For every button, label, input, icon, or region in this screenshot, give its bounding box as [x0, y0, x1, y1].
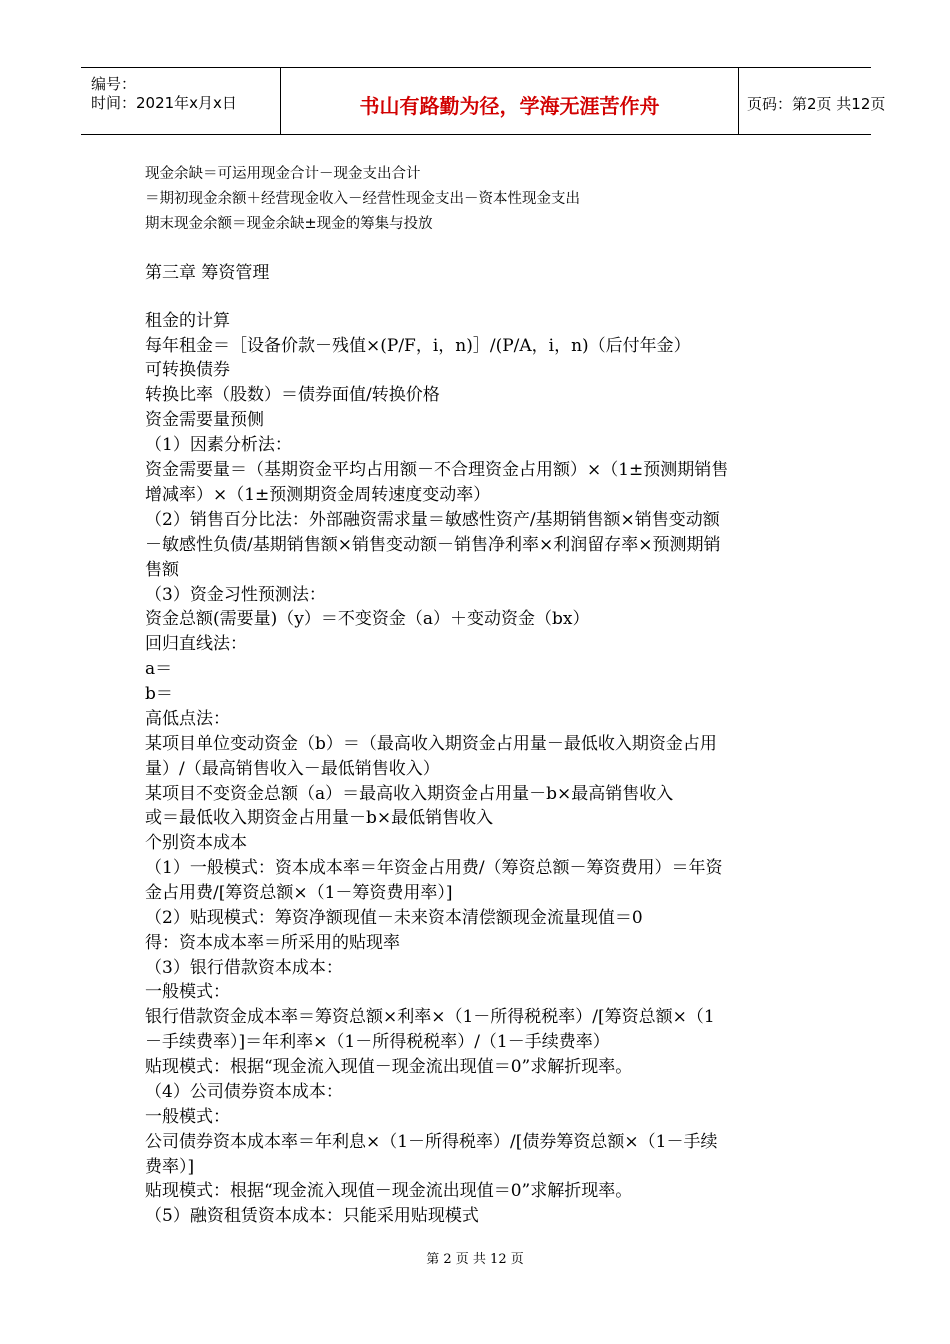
text-line: ＝期初现金余额＋经营现金收入－经营性现金支出－资本性现金支出 — [145, 191, 580, 207]
text-line: 公司债券资本成本率＝年利息×（1－所得税率）/[债券筹资总额×（1－手续 — [145, 1132, 718, 1152]
text-line: 贴现模式：根据“现金流入现值－现金流出现值＝0”求解折现率。 — [145, 1181, 633, 1201]
text-line: 期末现金余额＝现金余缺±现金的筹集与投放 — [145, 216, 433, 232]
text-line: （3）银行借款资本成本： — [145, 958, 343, 978]
section-heading: 租金的计算 — [145, 311, 230, 331]
text-line: 或＝最低收入期资金占用量－b×最低销售收入 — [145, 808, 494, 828]
text-line: 得：资本成本率＝所采用的贴现率 — [145, 933, 400, 953]
text-line: 某项目单位变动资金（b）＝（最高收入期资金占用量－最低收入期资金占用 — [145, 734, 717, 754]
text-line: 银行借款资金成本率＝筹资总额×利率×（1－所得税税率）/[筹资总额×（1 — [145, 1007, 715, 1027]
chapter-heading: 第三章 筹资管理 — [145, 263, 270, 283]
text-line: b＝ — [145, 684, 173, 704]
text-line: 资金总额(需要量)（y）＝不变资金（a）＋变动资金（bx） — [145, 609, 590, 629]
text-line: 转换比率（股数）＝债券面值/转换价格 — [145, 385, 440, 405]
header-motto-cell — [281, 68, 739, 134]
text-line: 金占用费/[筹资总额×（1－筹资费用率）] — [145, 883, 453, 903]
text-line: （1）因素分析法： — [145, 435, 292, 455]
text-line: 售额 — [145, 560, 179, 580]
text-line: 现金余缺＝可运用现金合计－现金支出合计 — [145, 166, 421, 182]
text-line: 资金需要量＝（基期资金平均占用额－不合理资金占用额）×（1±预测期销售 — [145, 460, 729, 480]
text-line: 高低点法： — [145, 709, 230, 729]
text-line: 增减率）×（1±预测期资金周转速度变动率） — [145, 485, 491, 505]
header-meta-cell — [81, 68, 281, 134]
text-line: （3）资金习性预测法： — [145, 585, 326, 605]
text-line: －敏感性负债/基期销售额×销售变动额－销售净利率×利润留存率×预测期销 — [145, 535, 721, 555]
page-footer: 第 2 页 共 12 页 — [426, 1252, 524, 1267]
text-line: 费率）] — [145, 1157, 195, 1177]
number-label: 编号： — [91, 75, 137, 93]
section-heading: 资金需要量预侧 — [145, 410, 264, 430]
page-header — [81, 67, 886, 135]
page-info: 页码：第2页 共12页 — [747, 95, 886, 113]
header-page-cell — [739, 68, 886, 134]
text-line: （5）融资租赁资本成本：只能采用贴现模式 — [145, 1206, 479, 1226]
text-line: （2）销售百分比法：外部融资需求量＝敏感性资产/基期销售额×销售变动额 — [145, 510, 720, 530]
section-heading: 可转换债券 — [145, 360, 230, 380]
text-line: （1）一般模式：资本成本率＝年资金占用费/（筹资总额－筹资费用）＝年资 — [145, 858, 723, 878]
text-line: （2）贴现模式：筹资净额现值－未来资本清偿额现金流量现值＝0 — [145, 908, 643, 928]
date-label: 时间：2021年x月x日 — [91, 94, 237, 112]
motto-text: 书山有路勤为径，学海无涯苦作舟 — [359, 94, 660, 118]
text-line: a＝ — [145, 659, 173, 679]
text-line: 一般模式： — [145, 982, 230, 1002]
text-line: 贴现模式：根据“现金流入现值－现金流出现值＝0”求解折现率。 — [145, 1057, 633, 1077]
text-line: （4）公司债券资本成本： — [145, 1082, 343, 1102]
text-line: 量）/（最高销售收入－最低销售收入） — [145, 759, 440, 779]
text-line: －手续费率）]＝年利率×（1－所得税税率）/（1－手续费率） — [145, 1032, 610, 1052]
text-line: 每年租金＝［设备价款－残值×(P/F，i，n)］/(P/A，i，n)（后付年金） — [145, 336, 691, 356]
text-line: 一般模式： — [145, 1107, 230, 1127]
text-line: 某项目不变资金总额（a）＝最高收入期资金占用量－b×最高销售收入 — [145, 784, 674, 804]
section-heading: 个别资本成本 — [145, 833, 247, 853]
text-line: 回归直线法： — [145, 634, 247, 654]
